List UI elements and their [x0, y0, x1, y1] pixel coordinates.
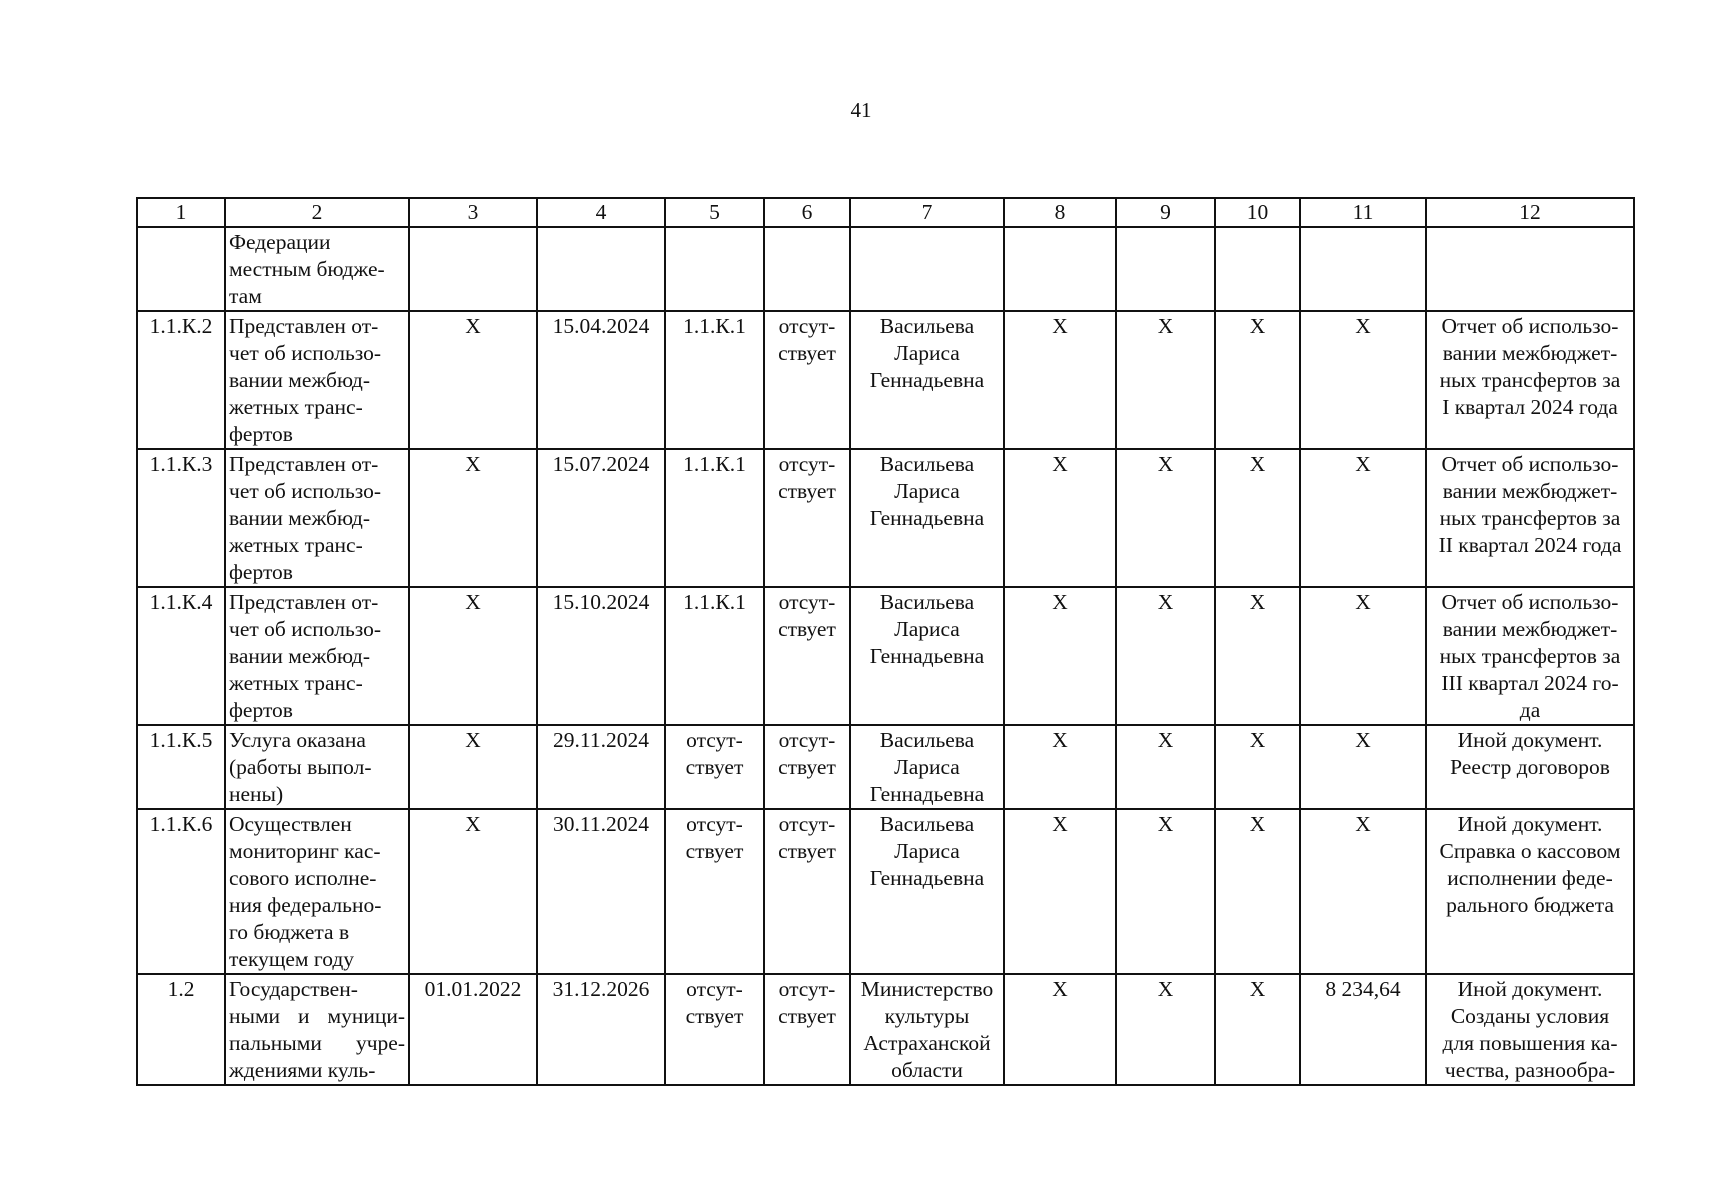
header-row	[137, 198, 1634, 227]
cell-line: X	[1249, 728, 1266, 752]
cell-col-8	[1004, 311, 1116, 449]
cell-line: Представлен от-	[229, 590, 379, 614]
cell-col-10	[1215, 311, 1300, 449]
cell-line: отсут-	[778, 452, 836, 476]
cell-event-name	[225, 227, 409, 311]
cell-line: Васильева	[879, 314, 975, 338]
cell-line: X	[1052, 452, 1068, 476]
cell-line: Лариса	[894, 617, 960, 641]
cell-line: Геннадьевна	[869, 866, 985, 890]
cell-end-date	[537, 725, 665, 809]
cell-line: Лариса	[894, 479, 960, 503]
cell-line: X	[1249, 314, 1266, 338]
cell-line: Отчет об использо-	[1441, 314, 1619, 338]
cell-line: X	[1157, 977, 1174, 1001]
cell-line: ствует	[778, 341, 836, 365]
cell-control-document	[1426, 809, 1634, 974]
cell-dependency-prev	[665, 809, 764, 974]
table-row	[137, 587, 1634, 725]
cell-line: ствует	[685, 755, 744, 779]
cell-col-8	[1004, 974, 1116, 1085]
cell-event-name	[225, 449, 409, 587]
cell-line: X	[1157, 314, 1174, 338]
cell-line: нены)	[229, 782, 284, 806]
cell-line: рального бюджета	[1446, 893, 1614, 917]
table-body	[137, 227, 1634, 1085]
cell-line: отсут-	[686, 812, 743, 836]
cell-line: X	[1052, 812, 1068, 836]
cell-line: Услуга оказана	[229, 728, 366, 752]
cell-line: 1.1.К.6	[149, 812, 213, 836]
cell-line: X	[1052, 977, 1068, 1001]
cell-dependency-next	[764, 449, 850, 587]
cell-line: Васильева	[879, 452, 975, 476]
cell-line: X	[465, 812, 481, 836]
cell-code	[137, 725, 225, 809]
cell-code	[137, 227, 225, 311]
cell-line: Васильева	[879, 728, 975, 752]
cell-responsible	[850, 587, 1004, 725]
cell-responsible	[850, 449, 1004, 587]
cell-start-date	[409, 311, 537, 449]
cell-event-name	[225, 587, 409, 725]
cell-dependency-prev	[665, 227, 764, 311]
cell-line: чет об использо-	[229, 341, 382, 365]
cell-col-10	[1215, 725, 1300, 809]
cell-line: Иной документ.	[1457, 812, 1603, 836]
cell-code	[137, 974, 225, 1085]
cell-line: X	[1355, 812, 1371, 836]
cell-line: Васильева	[879, 812, 975, 836]
cell-col-9	[1116, 227, 1215, 311]
table-row	[137, 311, 1634, 449]
cell-dependency-prev	[665, 974, 764, 1085]
cell-line: 29.11.2024	[553, 728, 649, 752]
cell-line: X	[1249, 452, 1266, 476]
cell-code	[137, 311, 225, 449]
cell-line: 15.10.2024	[552, 590, 650, 614]
cell-line: фертов	[229, 560, 293, 584]
cell-control-document	[1426, 227, 1634, 311]
cell-responsible	[850, 311, 1004, 449]
cell-responsible	[850, 974, 1004, 1085]
cell-line: жетных транс-	[229, 533, 363, 557]
cell-line: X	[1355, 728, 1371, 752]
cell-line: Геннадьевна	[869, 506, 985, 530]
cell-line: X	[1249, 977, 1266, 1001]
cell-line: ствует	[685, 839, 744, 863]
cell-col-11	[1300, 809, 1426, 974]
cell-line: 15.04.2024	[552, 314, 650, 338]
cell-end-date	[537, 809, 665, 974]
cell-event-name	[225, 974, 409, 1085]
column-header-5: 5	[665, 198, 764, 227]
cell-line: Осуществлен	[229, 812, 352, 836]
cell-line: X	[1052, 314, 1068, 338]
cell-line: ными и муници-	[229, 1004, 405, 1028]
cell-col-11	[1300, 311, 1426, 449]
cell-line: да	[1519, 698, 1541, 722]
cell-line: 31.12.2026	[552, 977, 650, 1001]
cell-dependency-prev	[665, 311, 764, 449]
cell-col-8	[1004, 809, 1116, 974]
column-header-1: 1	[137, 198, 225, 227]
cell-line: 8 234,64	[1325, 977, 1401, 1001]
cell-line: местным бюдже-	[229, 257, 385, 281]
cell-line: X	[1355, 590, 1371, 614]
cell-line: 1.1.К.4	[149, 590, 213, 614]
cell-line: X	[465, 728, 481, 752]
column-header-11: 11	[1300, 198, 1426, 227]
table-row	[137, 809, 1634, 974]
cell-start-date	[409, 809, 537, 974]
cell-line: вании межбюд-	[229, 506, 371, 530]
cell-dependency-next	[764, 311, 850, 449]
cell-line: отсут-	[686, 977, 743, 1001]
cell-col-9	[1116, 449, 1215, 587]
cell-line: сового исполне-	[229, 866, 377, 890]
cell-line: X	[1052, 728, 1068, 752]
cell-line: Иной документ.	[1457, 728, 1603, 752]
cell-line: X	[465, 452, 481, 476]
cell-line: отсут-	[778, 314, 836, 338]
cell-line: X	[1157, 812, 1174, 836]
cell-responsible	[850, 227, 1004, 311]
cell-start-date	[409, 587, 537, 725]
cell-dependency-prev	[665, 449, 764, 587]
cell-line: Лариса	[894, 341, 960, 365]
cell-line: ствует	[778, 755, 836, 779]
column-header-9: 9	[1116, 198, 1215, 227]
cell-line: отсут-	[686, 728, 743, 752]
cell-line: Астраханской	[863, 1031, 991, 1055]
cell-line: вании межбюджет-	[1442, 617, 1618, 641]
cell-line: Справка о кассовом	[1439, 839, 1621, 863]
cell-col-10	[1215, 449, 1300, 587]
cell-line: X	[1157, 728, 1174, 752]
table-row	[137, 725, 1634, 809]
cell-line: вании межбюджет-	[1442, 341, 1618, 365]
cell-line: фертов	[229, 698, 293, 722]
cell-line: X	[465, 590, 481, 614]
cell-line: X	[1355, 452, 1371, 476]
cell-line: 1.1.К.1	[683, 590, 746, 614]
cell-line: пальными учре-	[229, 1031, 405, 1055]
cell-col-8	[1004, 587, 1116, 725]
column-header-3: 3	[409, 198, 537, 227]
cell-code	[137, 809, 225, 974]
cell-line: жетных транс-	[229, 671, 363, 695]
cell-line: исполнении феде-	[1447, 866, 1613, 890]
cell-col-11	[1300, 227, 1426, 311]
cell-end-date	[537, 449, 665, 587]
cell-line: ствует	[778, 479, 836, 503]
cell-line: Иной документ.	[1457, 977, 1603, 1001]
column-header-6: 6	[764, 198, 850, 227]
cell-end-date	[537, 974, 665, 1085]
cell-line: III квартал 2024 го-	[1441, 671, 1619, 695]
cell-col-9	[1116, 587, 1215, 725]
cell-col-11	[1300, 725, 1426, 809]
cell-line: I квартал 2024 года	[1442, 395, 1618, 419]
cell-line: Представлен от-	[229, 452, 379, 476]
page-number: 41	[850, 98, 872, 122]
cell-line: го бюджета в	[229, 920, 350, 944]
cell-col-9	[1116, 974, 1215, 1085]
cell-line: X	[465, 314, 481, 338]
cell-line: отсут-	[778, 812, 836, 836]
cell-line: ных трансфертов за	[1439, 368, 1621, 392]
column-header-7: 7	[850, 198, 1004, 227]
cell-control-document	[1426, 311, 1634, 449]
cell-line: X	[1355, 314, 1371, 338]
cell-line: ствует	[685, 1004, 744, 1028]
cell-line: Лариса	[894, 755, 960, 779]
cell-line: 15.07.2024	[552, 452, 650, 476]
table-header	[137, 198, 1634, 227]
cell-col-10	[1215, 974, 1300, 1085]
column-header-4: 4	[537, 198, 665, 227]
cell-end-date	[537, 587, 665, 725]
cell-responsible	[850, 809, 1004, 974]
cell-end-date	[537, 227, 665, 311]
cell-event-name	[225, 809, 409, 974]
cell-line: Отчет об использо-	[1441, 452, 1619, 476]
cell-line: там	[229, 284, 262, 308]
cell-col-9	[1116, 725, 1215, 809]
cell-line: ных трансфертов за	[1439, 644, 1621, 668]
cell-line: ствует	[778, 617, 836, 641]
cell-col-9	[1116, 809, 1215, 974]
cell-line: X	[1052, 590, 1068, 614]
cell-event-name	[225, 725, 409, 809]
cell-col-10	[1215, 227, 1300, 311]
cell-line: 1.1.К.3	[149, 452, 213, 476]
cell-line: Лариса	[894, 839, 960, 863]
column-header-2: 2	[225, 198, 409, 227]
table-row	[137, 974, 1634, 1085]
cell-line: 1.2	[167, 977, 195, 1001]
cell-line: чества, разнообра-	[1444, 1058, 1616, 1082]
table-row	[137, 449, 1634, 587]
cell-col-10	[1215, 809, 1300, 974]
cell-line: Геннадьевна	[869, 782, 985, 806]
cell-line: 01.01.2022	[424, 977, 522, 1001]
cell-start-date	[409, 449, 537, 587]
cell-col-8	[1004, 449, 1116, 587]
cell-dependency-next	[764, 809, 850, 974]
cell-control-document	[1426, 587, 1634, 725]
cell-line: Васильева	[879, 590, 975, 614]
cell-line: ния федерально-	[229, 893, 382, 917]
cell-line: Отчет об использо-	[1441, 590, 1619, 614]
cell-line: для повышения ка-	[1442, 1031, 1618, 1055]
cell-start-date	[409, 974, 537, 1085]
cell-dependency-prev	[665, 587, 764, 725]
cell-code	[137, 449, 225, 587]
table-row	[137, 227, 1634, 311]
cell-col-11	[1300, 974, 1426, 1085]
cell-line: Представлен от-	[229, 314, 379, 338]
cell-line: мониторинг кас-	[229, 839, 381, 863]
cell-line: культуры	[884, 1004, 970, 1028]
cell-event-name	[225, 311, 409, 449]
cell-dependency-prev	[665, 725, 764, 809]
cell-line: Геннадьевна	[869, 368, 985, 392]
cell-line: области	[891, 1058, 963, 1082]
cell-col-11	[1300, 587, 1426, 725]
cell-line: 1.1.К.2	[149, 314, 213, 338]
cell-start-date	[409, 725, 537, 809]
column-header-10: 10	[1215, 198, 1300, 227]
cell-line: отсут-	[778, 977, 836, 1001]
cell-col-9	[1116, 311, 1215, 449]
cell-end-date	[537, 311, 665, 449]
cell-line: X	[1157, 452, 1174, 476]
cell-line: ждениями куль-	[229, 1058, 376, 1082]
cell-start-date	[409, 227, 537, 311]
cell-dependency-next	[764, 587, 850, 725]
cell-line: чет об использо-	[229, 617, 382, 641]
cell-line: фертов	[229, 422, 293, 446]
cell-line: X	[1249, 812, 1266, 836]
cell-dependency-next	[764, 227, 850, 311]
plan-table	[136, 197, 1635, 1086]
cell-line: ных трансфертов за	[1439, 506, 1621, 530]
cell-col-8	[1004, 227, 1116, 311]
cell-line: вании межбюджет-	[1442, 479, 1618, 503]
cell-line: Созданы условия	[1450, 1004, 1610, 1028]
cell-control-document	[1426, 725, 1634, 809]
cell-line: жетных транс-	[229, 395, 363, 419]
cell-control-document	[1426, 974, 1634, 1085]
cell-line: ствует	[778, 839, 836, 863]
cell-line: ствует	[778, 1004, 836, 1028]
cell-line: 30.11.2024	[553, 812, 649, 836]
cell-line: отсут-	[778, 590, 836, 614]
cell-responsible	[850, 725, 1004, 809]
cell-line: Геннадьевна	[869, 644, 985, 668]
cell-line: Государствен-	[229, 977, 358, 1001]
cell-code	[137, 587, 225, 725]
column-header-8: 8	[1004, 198, 1116, 227]
cell-col-8	[1004, 725, 1116, 809]
cell-col-10	[1215, 587, 1300, 725]
cell-line: текущем году	[229, 947, 355, 971]
cell-line: X	[1157, 590, 1174, 614]
cell-line: 1.1.К.1	[683, 452, 746, 476]
cell-line: чет об использо-	[229, 479, 382, 503]
cell-line: Министерство	[860, 977, 994, 1001]
cell-line: 1.1.К.1	[683, 314, 746, 338]
cell-line: II квартал 2024 года	[1438, 533, 1622, 557]
cell-col-11	[1300, 449, 1426, 587]
cell-line: 1.1.К.5	[149, 728, 213, 752]
cell-line: Федерации	[229, 230, 331, 254]
cell-line: отсут-	[778, 728, 836, 752]
cell-line: Реестр договоров	[1450, 755, 1610, 779]
cell-line: X	[1249, 590, 1266, 614]
cell-line: (работы выпол-	[229, 755, 372, 779]
column-header-12: 12	[1426, 198, 1634, 227]
cell-line: вании межбюд-	[229, 368, 371, 392]
cell-control-document	[1426, 449, 1634, 587]
cell-line: вании межбюд-	[229, 644, 371, 668]
cell-dependency-next	[764, 974, 850, 1085]
cell-dependency-next	[764, 725, 850, 809]
